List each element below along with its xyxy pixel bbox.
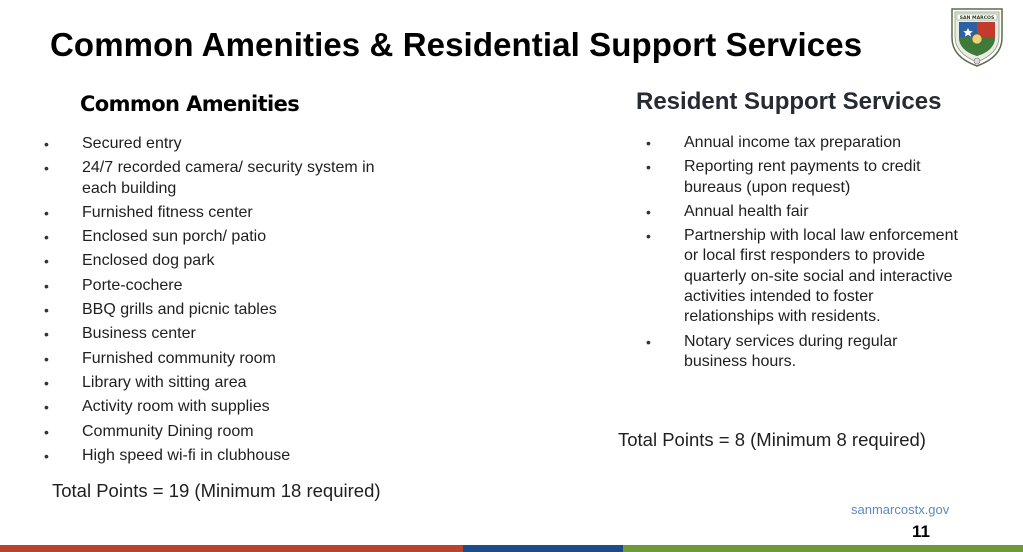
common-amenities-total-points: Total Points = 19 (Minimum 18 required) bbox=[52, 480, 381, 501]
list-item-text: Notary services during regular business hours. bbox=[684, 332, 898, 370]
bullet-icon: • bbox=[44, 229, 49, 246]
list-item-text: Activity room with supplies bbox=[82, 398, 270, 416]
list-item-text: High speed wi-fi in clubhouse bbox=[82, 446, 291, 464]
common-amenities-list bbox=[44, 134, 402, 470]
bullet-icon: • bbox=[44, 136, 49, 152]
common-amenities-heading: Common Amenities bbox=[80, 92, 300, 116]
list-item-text: Annual income tax preparation bbox=[684, 134, 902, 151]
bullet-icon: • bbox=[646, 135, 651, 151]
list-item bbox=[44, 300, 402, 320]
bullet-icon: • bbox=[44, 423, 49, 440]
bullet-icon: • bbox=[44, 204, 49, 221]
bullet-icon: • bbox=[44, 160, 49, 177]
bullet-icon: • bbox=[44, 326, 49, 343]
list-item bbox=[44, 276, 402, 296]
list-item bbox=[44, 349, 402, 369]
list-item bbox=[44, 324, 402, 344]
list-item bbox=[44, 227, 402, 247]
footer-bar-blue bbox=[463, 545, 623, 552]
bullet-icon: • bbox=[44, 253, 49, 270]
page-number: 11 bbox=[912, 522, 930, 541]
bullet-icon: • bbox=[44, 374, 49, 391]
page-title: Common Amenities & Residential Support Services bbox=[50, 26, 863, 63]
city-seal-logo bbox=[948, 6, 1006, 68]
list-item-text: BBQ grills and picnic tables bbox=[82, 301, 277, 319]
list-item-text: Porte-cochere bbox=[82, 276, 183, 294]
bullet-icon: • bbox=[646, 159, 651, 176]
list-item bbox=[646, 332, 959, 373]
footer-bar-green bbox=[623, 545, 1023, 552]
bullet-icon: • bbox=[646, 228, 651, 245]
list-item bbox=[44, 422, 402, 442]
list-item bbox=[44, 397, 402, 417]
resident-support-list bbox=[646, 133, 959, 376]
logo-text: SAN MARCOS bbox=[959, 16, 995, 21]
list-item bbox=[646, 133, 959, 153]
footer-bar-red bbox=[0, 545, 463, 552]
list-item-text: Business center bbox=[82, 325, 196, 343]
list-item-text: Community Dining room bbox=[82, 422, 254, 440]
bullet-icon: • bbox=[44, 447, 49, 464]
list-item bbox=[44, 134, 402, 154]
list-item-text: 24/7 recorded camera/ security system in each building bbox=[82, 159, 375, 197]
website-link[interactable]: sanmarcostx.gov bbox=[851, 502, 950, 517]
bullet-icon: • bbox=[646, 333, 651, 350]
list-item bbox=[44, 251, 402, 271]
list-item-text: Furnished fitness center bbox=[82, 203, 253, 221]
list-item-text: Enclosed dog park bbox=[82, 252, 215, 270]
list-item bbox=[44, 158, 402, 199]
list-item-text: Furnished community room bbox=[82, 349, 276, 367]
bullet-icon: • bbox=[44, 277, 49, 294]
list-item bbox=[44, 373, 402, 393]
list-item-text: Partnership with local law enforcement or local first responders to provide quarterly on-site social and interactive activities intended to foster relationships with residents. bbox=[684, 227, 958, 326]
list-item bbox=[646, 202, 959, 222]
bullet-icon: • bbox=[44, 399, 49, 416]
bullet-icon: • bbox=[44, 302, 49, 319]
list-item bbox=[646, 157, 959, 198]
list-item bbox=[44, 203, 402, 223]
list-item-text: Annual health fair bbox=[684, 202, 809, 220]
list-item bbox=[44, 446, 402, 466]
list-item-text: Reporting rent payments to credit bureaus (upon request) bbox=[684, 158, 921, 196]
list-item-text: Enclosed sun porch/ patio bbox=[82, 228, 267, 246]
resident-support-heading: Resident Support Services bbox=[636, 88, 942, 115]
bullet-icon: • bbox=[44, 350, 49, 367]
list-item-text: Secured entry bbox=[82, 135, 182, 152]
resident-support-total-points: Total Points = 8 (Minimum 8 required) bbox=[618, 429, 926, 450]
list-item bbox=[646, 226, 959, 327]
list-item-text: Library with sitting area bbox=[82, 373, 247, 391]
bullet-icon: • bbox=[646, 203, 651, 220]
